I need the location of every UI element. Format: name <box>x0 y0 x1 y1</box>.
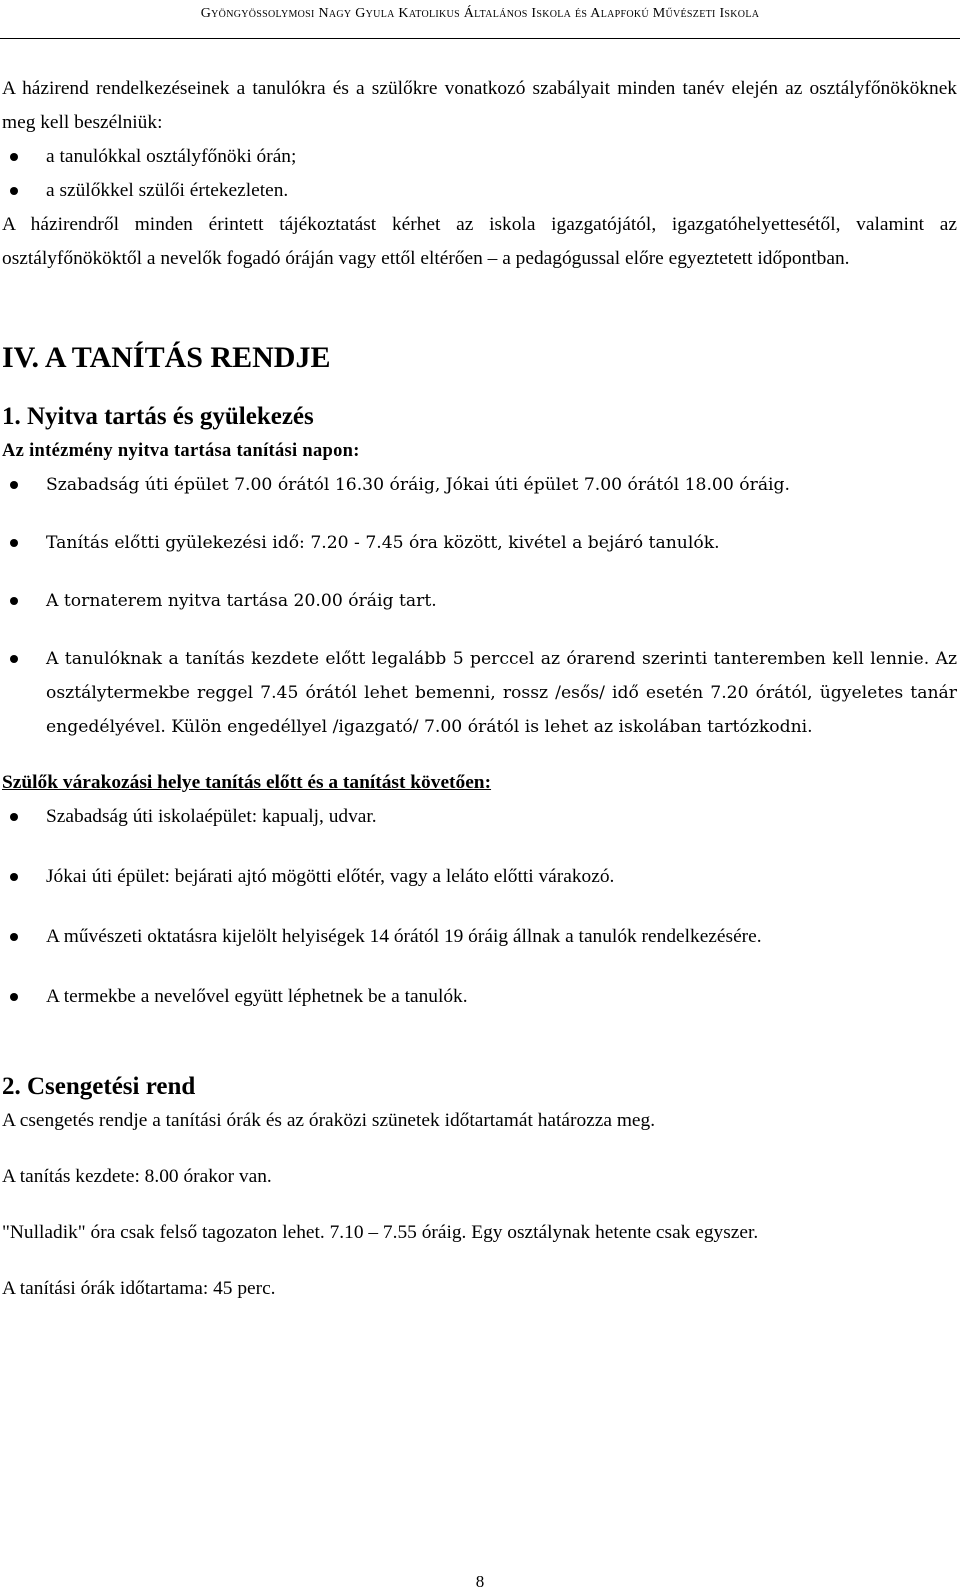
page-number: 8 <box>475 1572 485 1591</box>
list-item: A termekbe a nevelővel együtt léphetnek be a tanulók. <box>2 980 957 1014</box>
intro-paragraph: A házirend rendelkezéseinek a tanulókra és a szülőkre vonatkozó szabályait minden tanév elején az osztályfőnököknek meg kell beszélniük: <box>2 78 957 133</box>
list-item: A tornaterem nyitva tartása 20.00 óráig tart. <box>2 584 957 618</box>
section-2-title: 2. Csengetési rend <box>2 1073 196 1100</box>
chapter-title: IV. A TANÍTÁS RENDJE <box>2 341 331 374</box>
info-paragraph: A házirendről minden érintett tájékoztatást kérhet az iskola igazgatójától, igazgatóhelyettesétől, valamint az osztályfőnököktől a nevelők fogadó óráján vagy ettől eltérően – a pedagógussal előre egyeztetett időpontban. <box>2 214 957 269</box>
section-1-title: 1. Nyitva tartás és gyülekezés <box>2 403 314 430</box>
parents-waiting-list <box>2 800 957 1014</box>
list-item: Tanítás előtti gyülekezési idő: 7.20 - 7.45 óra között, kivétel a bejáró tanulók. <box>2 526 957 560</box>
page-content <box>2 72 957 1306</box>
list-item: Szabadság úti épület 7.00 órától 16.30 óráig, Jókai úti épület 7.00 órától 18.00 óráig. <box>2 468 957 502</box>
list-item: A művészeti oktatásra kijelölt helyiségek 14 órától 19 óráig állnak a tanulók rendelkezésére. <box>2 920 957 954</box>
bell-schedule-paragraph: A csengetés rendje a tanítási órák és az óraközi szünetek időtartamát határozza meg. <box>2 1110 656 1131</box>
lesson-start-paragraph: A tanítás kezdete: 8.00 órakor van. <box>2 1166 272 1187</box>
list-item: a tanulókkal osztályfőnöki órán; <box>2 140 957 174</box>
page-header: Gyöngyössolymosi Nagy Gyula Katolikus Általános Iskola és Alapfokú Művészeti Iskola <box>200 6 760 21</box>
opening-hours-list <box>2 468 957 744</box>
parents-waiting-title: Szülők várakozási helye tanítás előtt és a tanítást követően: <box>2 772 492 793</box>
list-item: A tanulóknak a tanítás kezdete előtt legalább 5 perccel az órarend szerinti tanteremben kell lennie. Az osztálytermekbe reggel 7.45 órától lehet bemenni, rossz /esős/ idő esetén 7.20 órától, ügyeletes tanár engedélyével. Külön engedéllyel /igazgató/ 7.00 órától is lehet az iskolában tartózkodni. <box>2 642 957 744</box>
list-item: Jókai úti épület: bejárati ajtó mögötti előtér, vagy a leláto előtti várakozó. <box>2 860 957 894</box>
section-1-subtitle: Az intézmény nyitva tartása tanítási napon: <box>2 441 360 461</box>
list-item: a szülőkkel szülői értekezleten. <box>2 174 957 208</box>
header-divider <box>0 38 960 39</box>
intro-bullet-list <box>2 140 957 208</box>
zero-lesson-paragraph: "Nulladik" óra csak felső tagozaton lehet. 7.10 – 7.55 óráig. Egy osztálynak hetente csak egyszer. <box>2 1222 759 1243</box>
lesson-duration-paragraph: A tanítási órák időtartama: 45 perc. <box>2 1278 276 1299</box>
list-item: Szabadság úti iskolaépület: kapualj, udvar. <box>2 800 957 834</box>
